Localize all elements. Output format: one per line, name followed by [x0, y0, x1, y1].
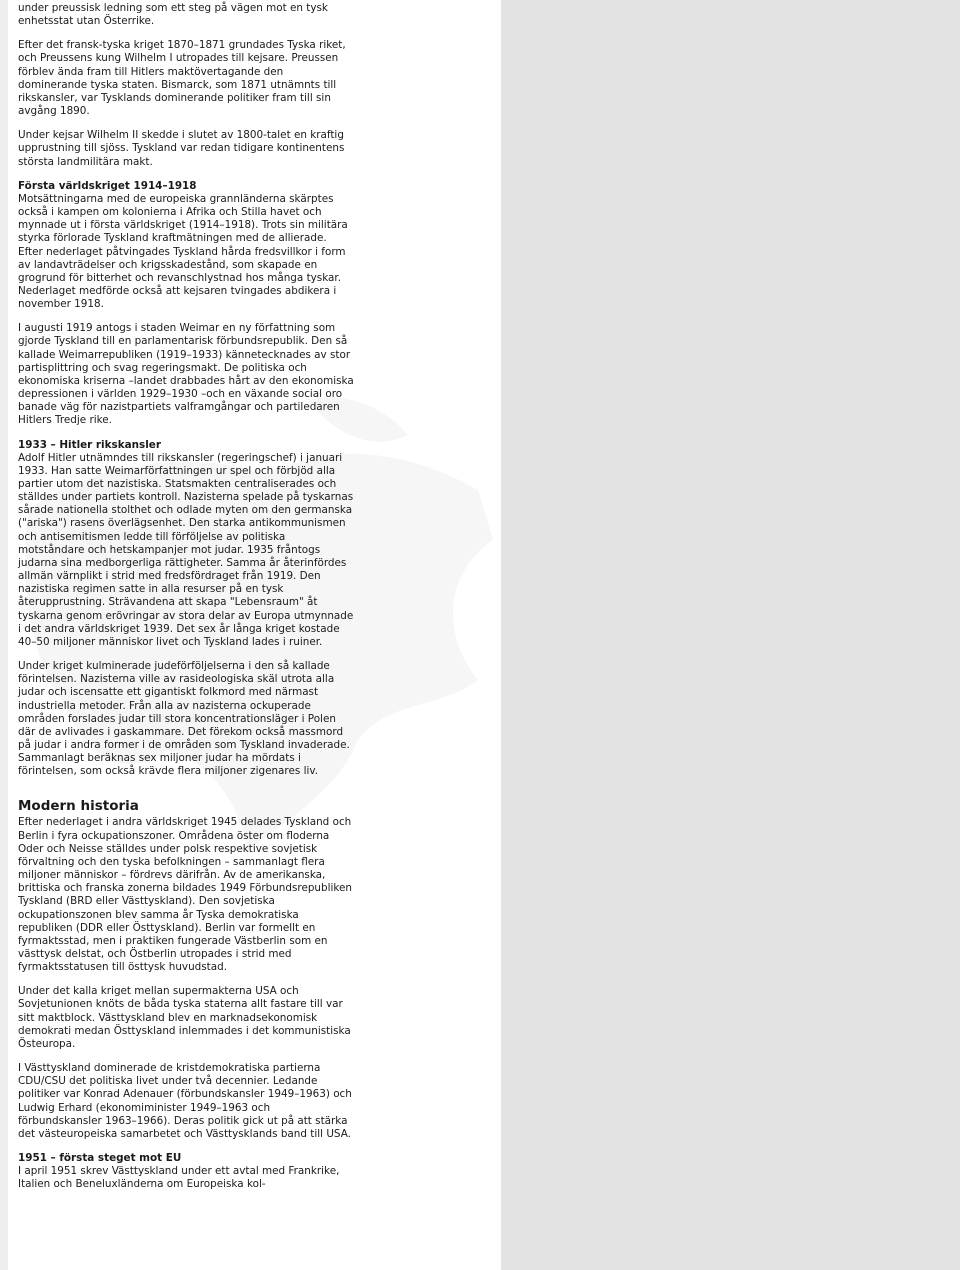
paragraph: Efter nederlaget i andra världskriget 1945 delades Tyskland och Berlin i fyra ockupationszoner. Områdena öster om floderna Oder och Neisse ställdes under polsk respektive sovjetisk förvaltning och den tyska befolkningen – sammanlagt flera miljoner människor – fördrevs därifrån. Av de amerikanska, brittiska och franska zonerna bildades 1949 Förbundsrepubliken Tyskland (BRD eller Västtyskland). Den sovjetiska ockupationszonen blev samma år Tyska demokratiska republiken (DDR eller Östtyskland). Berlin var formellt en fyrmaktsstad, men i praktiken fungerade Västberlin som en västtysk delstat, och Östberlin utropades i strid med fyrmaktsstatusen till östtysk huvudstad. — [18, 816, 353, 974]
section-heading: 1933 – Hitler rikskansler — [18, 438, 161, 451]
article-column — [8, 0, 501, 1270]
article-body — [18, 0, 354, 1192]
section-heading: Första världskriget 1914–1918 — [18, 179, 197, 192]
paragraph: Under kriget kulminerade judeförföljelserna i den så kallade förintelsen. Nazisterna ville av rasideologiska skäl utrota alla judar och iscensatte ett gigantiskt folkmord med närmast industriella metoder. Från alla av nazisterna ockuperade områden forslades judar till stora koncentrationsläger i Polen där de avlivades i gaskammare. Det förekom också massmord på judar i andra former i de områden som Tyskland invaderade. Sammanlagt beräknas sex miljoner judar ha mördats i förintelsen, som också krävde flera miljoner zigenares liv. — [18, 660, 350, 778]
paragraph: Under det kalla kriget mellan supermakterna USA och Sovjetunionen knöts de båda tyska staterna allt fastare till var sitt maktblock. Västtyskland blev en marknadsekonomisk demokrati medan Östtyskland inlemmades i det kommunistiska Östeuropa. — [18, 985, 351, 1050]
side-panel — [501, 0, 960, 1270]
left-margin-strip — [0, 0, 8, 1270]
paragraph: I augusti 1919 antogs i staden Weimar en ny författning som gjorde Tyskland till en parlamentarisk förbundsrepublik. Den så kallade Weimarrepubliken (1919–1933) kännetecknades av stor partisplittring och svag regeringsmakt. De politiska och ekonomiska kriserna –landet drabbades hårt av den ekonomiska depressionen i världen 1929–1930 –och en växande social oro banade väg för nazistpartiets valframgångar och partiledaren Hitlers Tredje rike. — [18, 322, 354, 427]
section-heading: 1951 – första steget mot EU — [18, 1152, 182, 1165]
paragraph: Efter det fransk-tyska kriget 1870–1871 grundades Tyska riket, och Preussens kung Wilhelm I utropades till kejsare. Preussen förblev ända fram till Hitlers maktövertagande den dominerande tyska staten. Bismarck, som 1871 utnämnts till rikskansler, var Tysklands dominerande politiker fram till sin avgång 1890. — [18, 39, 346, 118]
paragraph: I april 1951 skrev Västtyskland under ett avtal med Frankrike, Italien och Beneluxländerna om Europeiska kol- — [18, 1165, 340, 1191]
paragraph: I Västtyskland dominerade de kristdemokratiska partierna CDU/CSU det politiska livet under två decennier. Ledande politiker var Konrad Adenauer (förbundskansler 1949–1963) och Ludwig Erhard (ekonomiminister 1949–1963 och förbundskansler 1963–1966). Deras politik gick ut på att stärka det västeuropeiska samarbetet och Västtysklands band till USA. — [18, 1062, 352, 1140]
paragraph: Motsättningarna med de europeiska grannländerna skärptes också i kampen om kolonierna i Afrika och Stilla havet och mynnade ut i första världskriget (1914–1918). Trots sin militära styrka förlorade Tyskland kraftmätningen med de allierade. Efter nederlaget påtvingades Tyskland hårda fredsvillkor i form av landavträdelser och krigsskadestånd, som skapade en grogrund för bitterhet och revanschlystnad hos många tyskar. Nederlaget medförde också att kejsaren tvingades abdikera i november 1918. — [18, 192, 348, 311]
paragraph: Adolf Hitler utnämndes till rikskansler (regeringschef) i januari 1933. Han satte Weimarförfattningen ur spel och förbjöd alla partier utom det nazistiska. Statsmakten centraliserades och ställdes under partiets kontroll. Nazisterna spelade på tyskarnas sårade nationella stolthet och odlade myten om den germanska ("ariska") rasens överlägsenhet. Den starka antikommunismen och antisemitismen ledde till förföljelse av politiska motståndare och hetskampanjer mot judar. 1935 fråntogs judarna sina medborgerliga rättigheter. Samma år återinfördes allmän värnplikt i strid med fredsfördraget från 1919. Den nazistiska regimen satte in alla resurser på en tysk återupprustning. Strävandena att skapa "Lebensraum" åt tyskarna genom erövringar av stora delar av Europa utmynnade i det andra världskriget 1939. Det sex år långa kriget kostade 40–50 miljoner människor livet och Tyskland lades i ruiner. — [18, 451, 354, 648]
section-title-modern-history: Modern historia — [18, 798, 139, 815]
paragraph: Under kejsar Wilhelm II skedde i slutet av 1800-talet en kraftig upprustning till sjöss. Tyskland var redan tidigare kontinentens största landmilitära makt. — [18, 129, 345, 168]
paragraph: under preussisk ledning som ett steg på vägen mot en tysk enhetsstat utan Österrike. — [18, 2, 328, 28]
